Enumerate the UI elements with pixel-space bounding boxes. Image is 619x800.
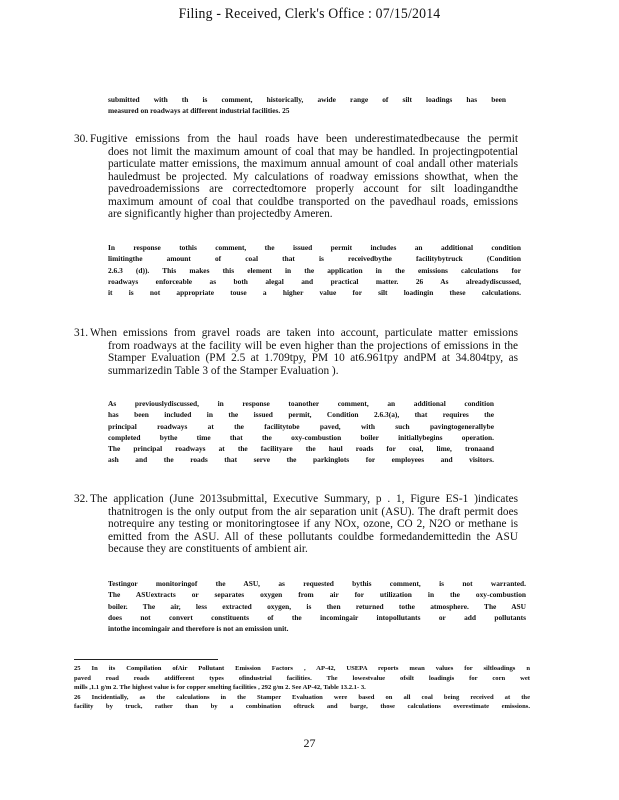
response-line: boiler. The air, less extracted oxygen, is then returned tothe atmosphere. The ASU bbox=[108, 601, 526, 611]
comment-32-text bbox=[90, 493, 518, 506]
response-line: completed bythe time that the oxy-combustion boiler initiallybegins operation. bbox=[108, 432, 494, 442]
footnotes bbox=[74, 664, 530, 712]
footnote-line: 25 In its Compilation ofAir Pollutant Emission Factors , AP-42, USEPA reports mean values for siltloadings n bbox=[74, 665, 530, 672]
response-31 bbox=[108, 398, 494, 466]
top-response-line: submitted with th is comment, historically, awide range of silt loadings has been bbox=[108, 95, 506, 104]
response-line: As previouslydiscussed, in response toanother comment, an additional condition bbox=[108, 399, 494, 408]
footnote-line: facility by truck, rather than by a combination oftruck and barge, those calculations overestimate emissions. bbox=[74, 703, 530, 711]
comment-line: pavedroademissions are correctedtomore properly account for silt loadingandthe bbox=[108, 183, 518, 195]
footnote-line: 26 Incidentially, as the calculations in the Stamper Evaluation were based on all coal being received at the bbox=[74, 693, 530, 701]
response-line: principal roadways at the facilitytobe paved, with such pavingtogenerallybe bbox=[108, 421, 494, 431]
page-number: 27 bbox=[303, 736, 316, 750]
response-line: ash and the roads that serve the parkinglots for employees and visitors. bbox=[108, 455, 494, 465]
comment-number-30: 30. bbox=[74, 133, 89, 145]
response-line: 2.6.3 (d)). This makes this element in the application in the emissions calculations for bbox=[108, 265, 521, 275]
comment-line: maximum amount of coal that couldbe transported on the pavedhaul roads, emissions bbox=[108, 195, 518, 208]
response-line: Testingor monitoringof the ASU, as requested bythis comment, is not warranted. bbox=[108, 579, 526, 588]
comment-line: because they are constituents of ambient air. bbox=[108, 543, 308, 555]
comment-number-31: 31. bbox=[74, 327, 89, 339]
comment-line: notrequire any testing or monitoringtosee if any NOx, ozone, CO 2, N2O or methane is bbox=[108, 518, 518, 530]
comment-line: The application (June 2013submittal, Executive Summary, p . 1, Figure ES-1 )indicates bbox=[90, 493, 518, 505]
page-header: Filing - Received, Clerk's Office : 07/15/2014 bbox=[178, 6, 441, 22]
comment-line: Stamper Evaluation (PM 2.5 at 1.709tpy, PM 10 at6.961tpy andPM at 34.804tpy, as bbox=[108, 352, 518, 364]
response-line: limitingthe amount of coal that is receivedbythe facilitybytruck (Condition bbox=[108, 254, 521, 264]
comment-30-text bbox=[90, 133, 518, 146]
top-response bbox=[108, 94, 506, 117]
comment-line: emitted from the ASU. All of these pollutants couldbe formedandemittedin the ASU bbox=[108, 530, 518, 543]
response-32 bbox=[108, 578, 526, 634]
response-line: it is not appropriate touse a higher value for silt loadingin these calculations. bbox=[108, 288, 521, 298]
response-line: has been included in the issued permit, Condition 2.6.3(a), that requires the bbox=[108, 410, 494, 420]
comment-line: does not limit the maximum amount of coal that may be handled. In projectingpotential bbox=[108, 145, 518, 158]
top-response-line: measured on roadways at different industrial facilities. 25 bbox=[108, 106, 290, 116]
response-30 bbox=[108, 242, 521, 298]
comment-line: thatnitrogen is the only output from the air separation unit (ASU). The draft permit does bbox=[108, 505, 518, 518]
comment-number-32: 32. bbox=[74, 493, 89, 505]
comment-line: Fugitive emissions from the haul roads have been underestimatedbecause the permit bbox=[90, 133, 518, 145]
response-line: The ASUextracts or separates oxygen from air for utilization in the oxy-combustion bbox=[108, 590, 526, 600]
comment-line: particulate matter emissions, the maximum annual amount of coal andall other materials bbox=[108, 158, 518, 170]
comment-line: hauledmust be projected. My calculations of roadway emissions showthat, when the bbox=[108, 170, 518, 183]
comment-line: summarizedin Table 3 of the Stamper Evaluation ). bbox=[108, 364, 339, 377]
response-line: does not convert constituents of the incomingair intopollutants or add pollutants bbox=[108, 612, 526, 622]
response-line: In response tothis comment, the issued permit includes an additional condition bbox=[108, 243, 521, 252]
comment-31-text bbox=[90, 327, 518, 340]
comment-line: are significantly higher than projectedby Ameren. bbox=[108, 208, 333, 220]
comment-30-text-end bbox=[108, 208, 518, 221]
footnote-line: mills ,1.1 g/m 2. The highest value is for copper smelting facilities , 292 g/m 2. See AP-42, Table 13.2.1- 3. bbox=[74, 684, 366, 692]
comment-line: When emissions from gravel roads are taken into account, particulate matter emissions bbox=[90, 327, 518, 339]
response-line: The principal roadways at the facilityare the haul roads for coal, lime, tronaand bbox=[108, 444, 494, 454]
comment-32-text-cont bbox=[108, 506, 518, 556]
response-line: roadways enforceable as both alegal and practical matter. 26 As alreadydiscussed, bbox=[108, 276, 521, 286]
response-line: intothe incomingair and therefore is not an emission unit. bbox=[108, 624, 289, 634]
footnote-line: paved road roads atdifferent types ofindustrial facilities. The lowestvalue ofsilt loadingis for corn wet bbox=[74, 674, 530, 682]
comment-31-text-cont bbox=[108, 340, 518, 378]
comment-line: from roadways at the facility will be even higher than the projections of emissions in the bbox=[108, 339, 518, 352]
comment-30-text-cont bbox=[108, 146, 518, 209]
footnote-divider bbox=[74, 659, 218, 660]
